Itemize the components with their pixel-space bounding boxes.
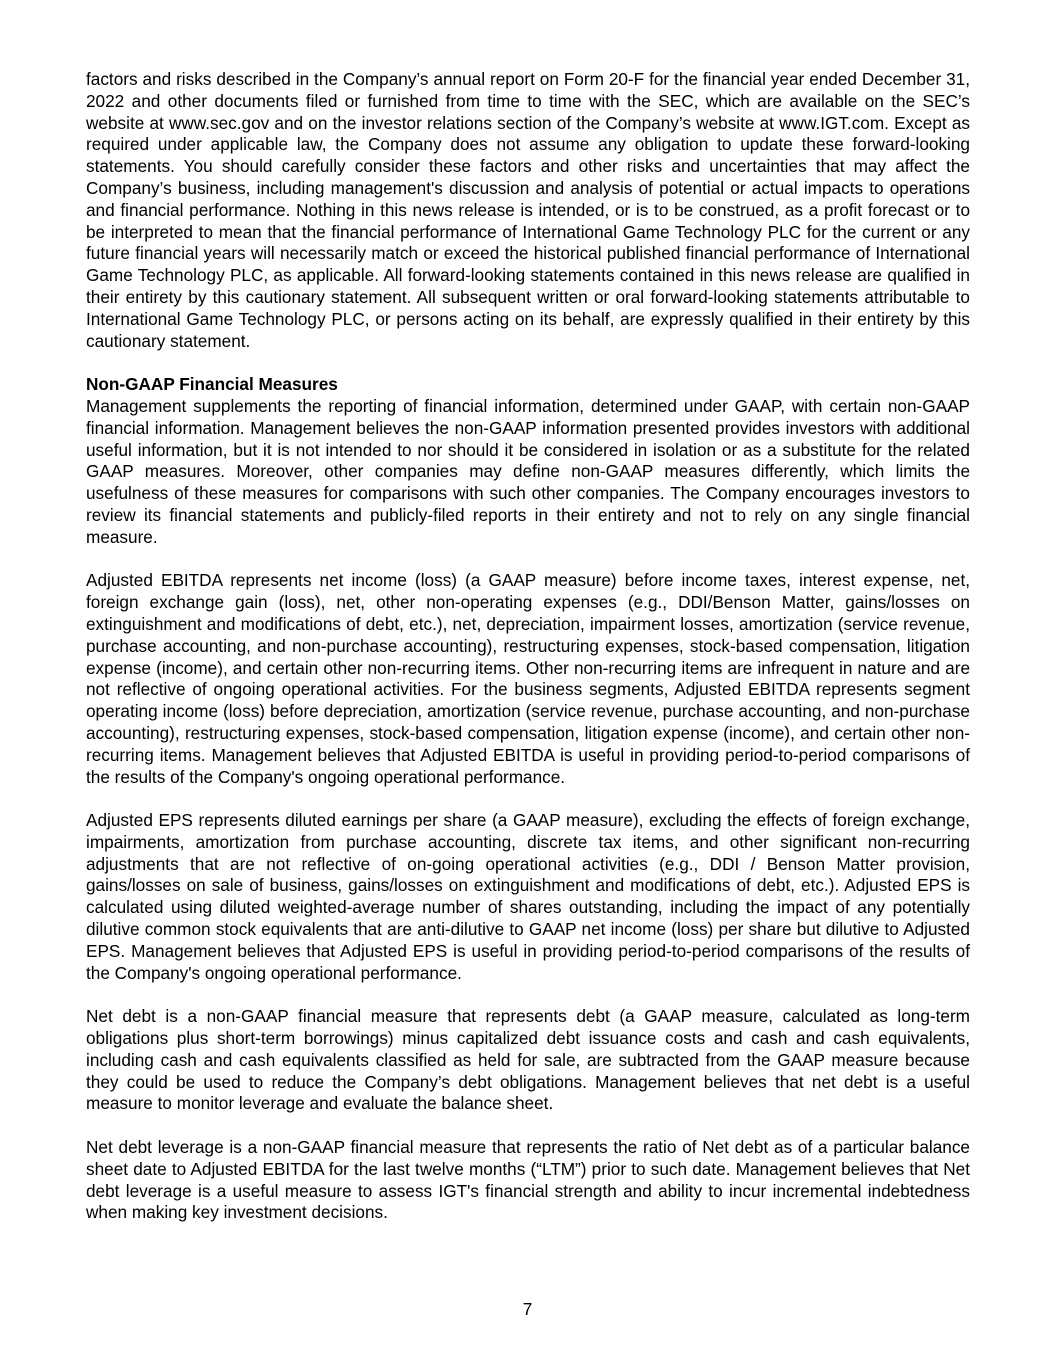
paragraph-spacer (86, 549, 970, 571)
non-gaap-intro-paragraph: Management supplements the reporting of financial information, determined under GAAP, with certain non-GAAP financial information. Management believes the non-GAAP information presented provides investors with additional useful information, but it is not intended to nor should it be considered in isolation or as a substitute for the related GAAP measures. Moreover, other companies may define non-GAAP measures differently, which limits the usefulness of these measures for comparisons with such other companies. The Company encourages investors to review its financial statements and publicly-filed reports in their entirety and not to rely on any single financial measure. (86, 395, 970, 547)
paragraph-spacer (86, 1115, 970, 1137)
adjusted-ebitda-paragraph: Adjusted EBITDA represents net income (loss) (a GAAP measure) before income taxes, interest expense, net, foreign exchange gain (loss), net, other non-operating expenses (e.g., DDI/Benson Matter, gains/losses on extinguishment and modifications of debt, etc.), net, depreciation, impairment losses, amortization (service revenue, purchase accounting, and non-purchase accounting), restructuring expenses, stock-based compensation, litigation expense (income), and certain other non-recurring items. Other non-recurring items are infrequent in nature and are not reflective of ongoing operational activities. For the business segments, Adjusted EBITDA represents segment operating income (loss) before depreciation, amortization (service revenue, purchase accounting, and non-purchase accounting), restructuring expenses, stock-based compensation, litigation expense (income), and certain other non-recurring items. Management believes that Adjusted EBITDA is useful in providing period-to-period comparisons of the results of the Company's ongoing operational performance. (86, 570, 970, 787)
document-body (86, 69, 970, 1224)
net-debt-paragraph: Net debt is a non-GAAP financial measure that represents debt (a GAAP measure, calculated as long-term obligations plus short-term borrowings) minus capitalized debt issuance costs and cash and cash equivalents, including cash and cash equivalents classified as held for sale, are subtracted from the GAAP measure because they could be used to reduce the Company’s debt obligations. Management believes that net debt is a useful measure to monitor leverage and evaluate the balance sheet. (86, 1006, 970, 1114)
net-debt-leverage-paragraph: Net debt leverage is a non-GAAP financial measure that represents the ratio of Net debt as of a particular balance sheet date to Adjusted EBITDA for the last twelve months (“LTM”) prior to such date. Management believes that Net debt leverage is a useful measure to assess IGT's financial strength and ability to incur incremental indebtedness when making key investment decisions. (86, 1137, 970, 1223)
paragraph-spacer (86, 788, 970, 810)
paragraph-spacer (86, 352, 970, 374)
adjusted-eps-paragraph: Adjusted EPS represents diluted earnings per share (a GAAP measure), excluding the effects of foreign exchange, impairments, amortization from purchase accounting, discrete tax items, and other significant non-recurring adjustments that are not reflective of on-going operational activities (e.g., DDI / Benson Matter provision, gains/losses on sale of business, gains/losses on extinguishment and modifications of debt, etc.). Adjusted EPS is calculated using diluted weighted-average number of shares outstanding, including the impact of any potentially dilutive common stock equivalents that are anti-dilutive to GAAP net income (loss) per share but dilutive to Adjusted EPS. Management believes that Adjusted EPS is useful in providing period-to-period comparisons of the results of the Company's ongoing operational performance. (86, 810, 970, 983)
paragraph-spacer (86, 984, 970, 1006)
forward-looking-paragraph: factors and risks described in the Company’s annual report on Form 20-F for the financial year ended December 31, 2022 and other documents filed or furnished from time to time with the SEC, which are available on the SEC’s website at www.sec.gov and on the investor relations section of the Company’s website at www.IGT.com. Except as required under applicable law, the Company does not assume any obligation to update these forward-looking statements. You should carefully consider these factors and other risks and uncertainties that may affect the Company’s business, including management's discussion and analysis of potential or actual impacts to operations and financial performance. Nothing in this news release is intended, or is to be construed, as a profit forecast or to be interpreted to mean that the financial performance of International Game Technology PLC for the current or any future financial years will necessarily match or exceed the historical published financial performance of International Game Technology PLC, as applicable. All forward-looking statements contained in this news release are qualified in their entirety by this cautionary statement. All subsequent written or oral forward-looking statements attributable to International Game Technology PLC, or persons acting on its behalf, are expressly qualified in their entirety by this cautionary statement. (86, 69, 970, 351)
page-number: 7 (522, 1299, 533, 1319)
section-heading-non-gaap: Non-GAAP Financial Measures (86, 374, 338, 395)
